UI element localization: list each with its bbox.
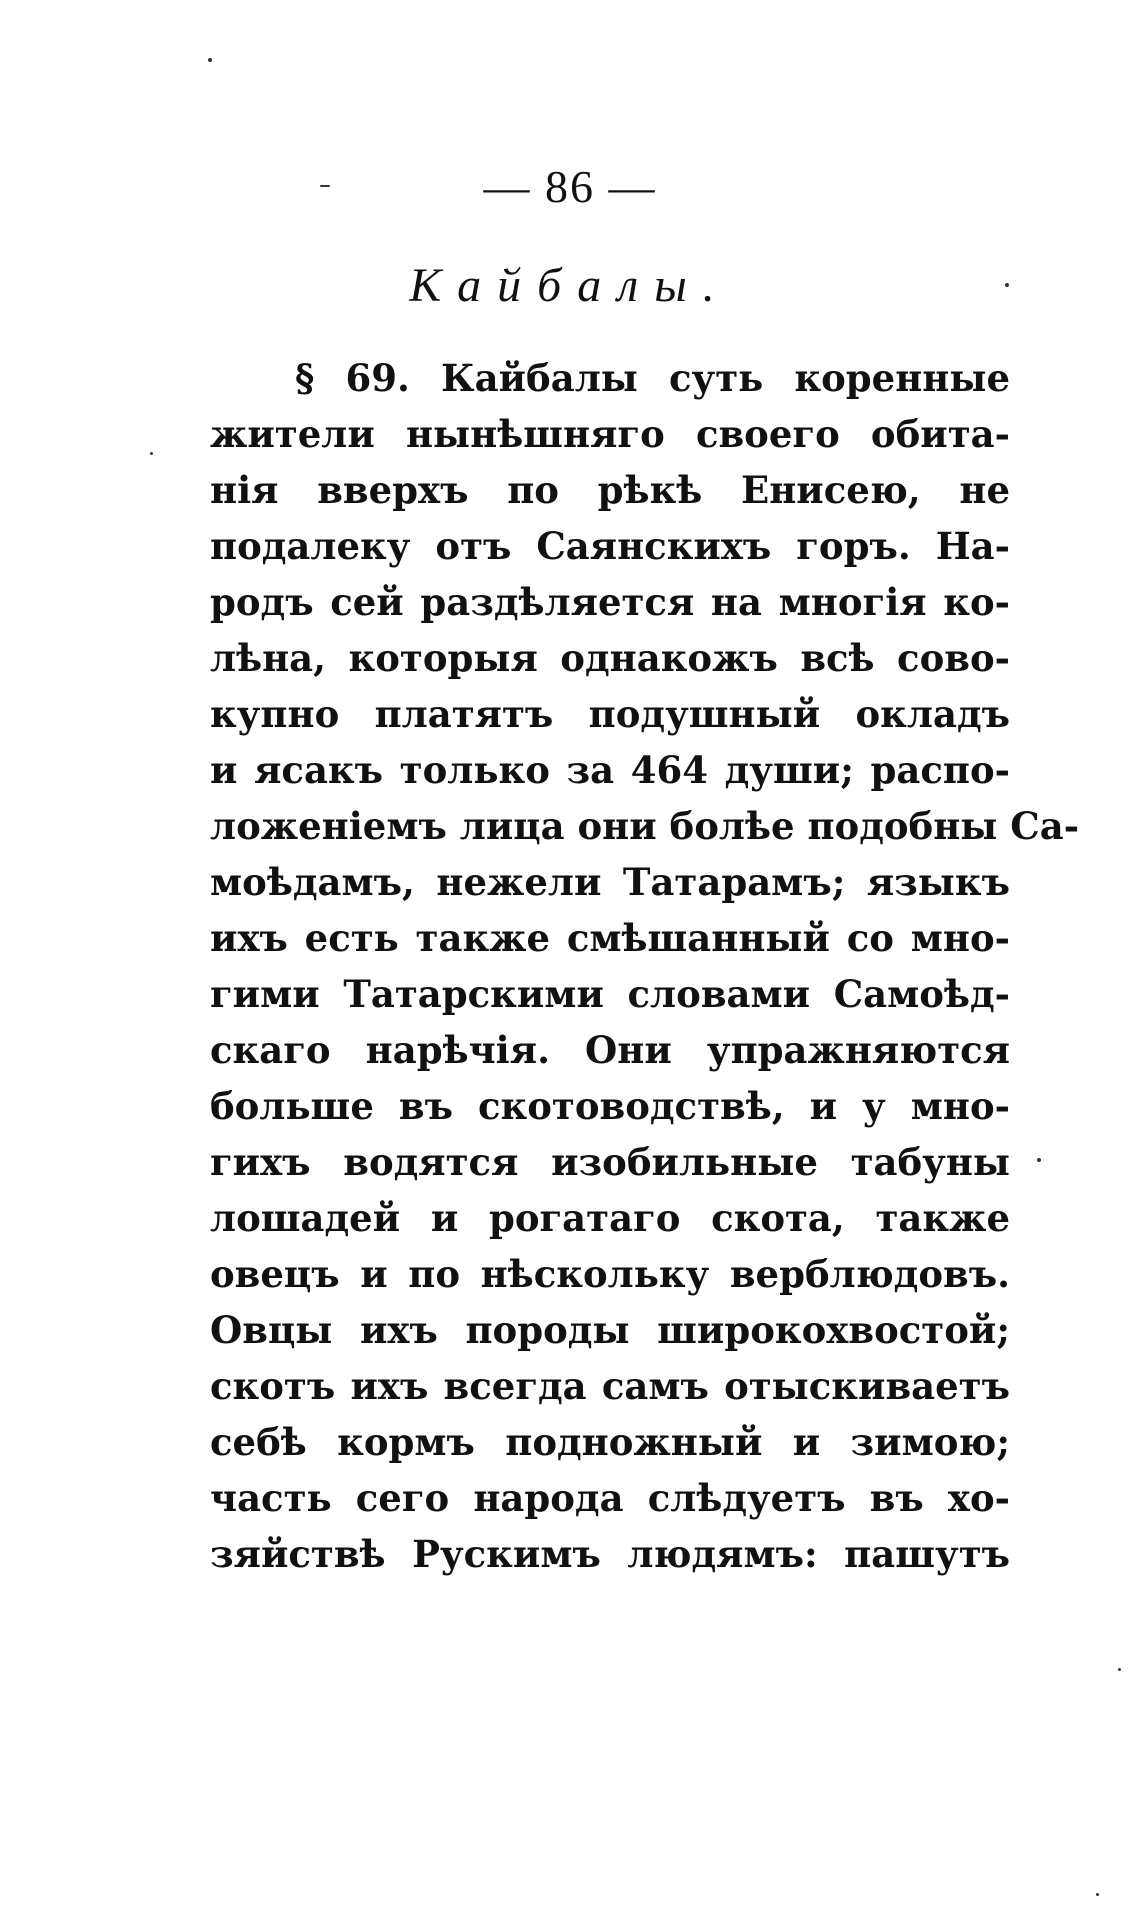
text-line: Овцы ихъ породы широкохвостой;	[210, 1308, 1010, 1352]
text-line: гихъ водятся изобильные табуны	[210, 1140, 1010, 1184]
text-line: и ясакъ только за 464 души; распо-	[210, 748, 1010, 792]
text-line: нія вверхъ по рѣкѣ Енисею, не	[210, 468, 1010, 512]
text-line: подалеку отъ Саянскихъ горъ. На-	[210, 524, 1010, 568]
text-line: жители нынѣшняго своего обита-	[210, 412, 1010, 456]
page-number: — 86 —	[483, 161, 657, 212]
text-line: гими Татарскими словами Самоѣд-	[210, 972, 1010, 1016]
text-line: ихъ есть также смѣшанный со мно-	[210, 916, 1010, 960]
scan-speck	[150, 452, 153, 455]
text-line: лѣна, которыя однакожъ всѣ сово-	[210, 636, 1010, 680]
text-line: больше въ скотоводствѣ, и у мно-	[210, 1084, 1010, 1128]
text-line: часть сего народа слѣдуетъ въ хо-	[210, 1476, 1010, 1520]
text-line: купно платятъ подушный окладъ	[210, 692, 1010, 736]
text-line: овецъ и по нѣскольку верблюдовъ.	[210, 1252, 1010, 1296]
scan-speck	[320, 185, 330, 187]
text-line: моѣдамъ, нежели Татарамъ; языкъ	[210, 860, 1010, 904]
text-line: лошадей и рогатаго скота, также	[210, 1196, 1010, 1240]
paragraph	[210, 350, 1080, 1582]
text-line: себѣ кормъ подножный и зимою;	[210, 1420, 1010, 1464]
scan-speck	[1037, 1158, 1041, 1162]
text-line: скотъ ихъ всегда самъ отыскиваетъ	[210, 1364, 1010, 1408]
scan-speck	[1096, 1893, 1099, 1896]
scan-speck	[1118, 1668, 1121, 1671]
text-line: зяйствѣ Рускимъ людямъ: пашутъ	[210, 1532, 1010, 1576]
section-title: Кайбалы.	[409, 259, 731, 312]
text-line: § 69. Кайбалы суть коренные	[295, 356, 1010, 400]
text-line: родъ сей раздѣляется на многія ко-	[210, 580, 1010, 624]
scan-speck	[1005, 283, 1009, 287]
text-line: ложеніемъ лица они болѣе подобны Са-	[210, 804, 1080, 848]
text-line: скаго нарѣчія. Они упражняются	[210, 1028, 1010, 1072]
scan-speck	[208, 58, 212, 62]
